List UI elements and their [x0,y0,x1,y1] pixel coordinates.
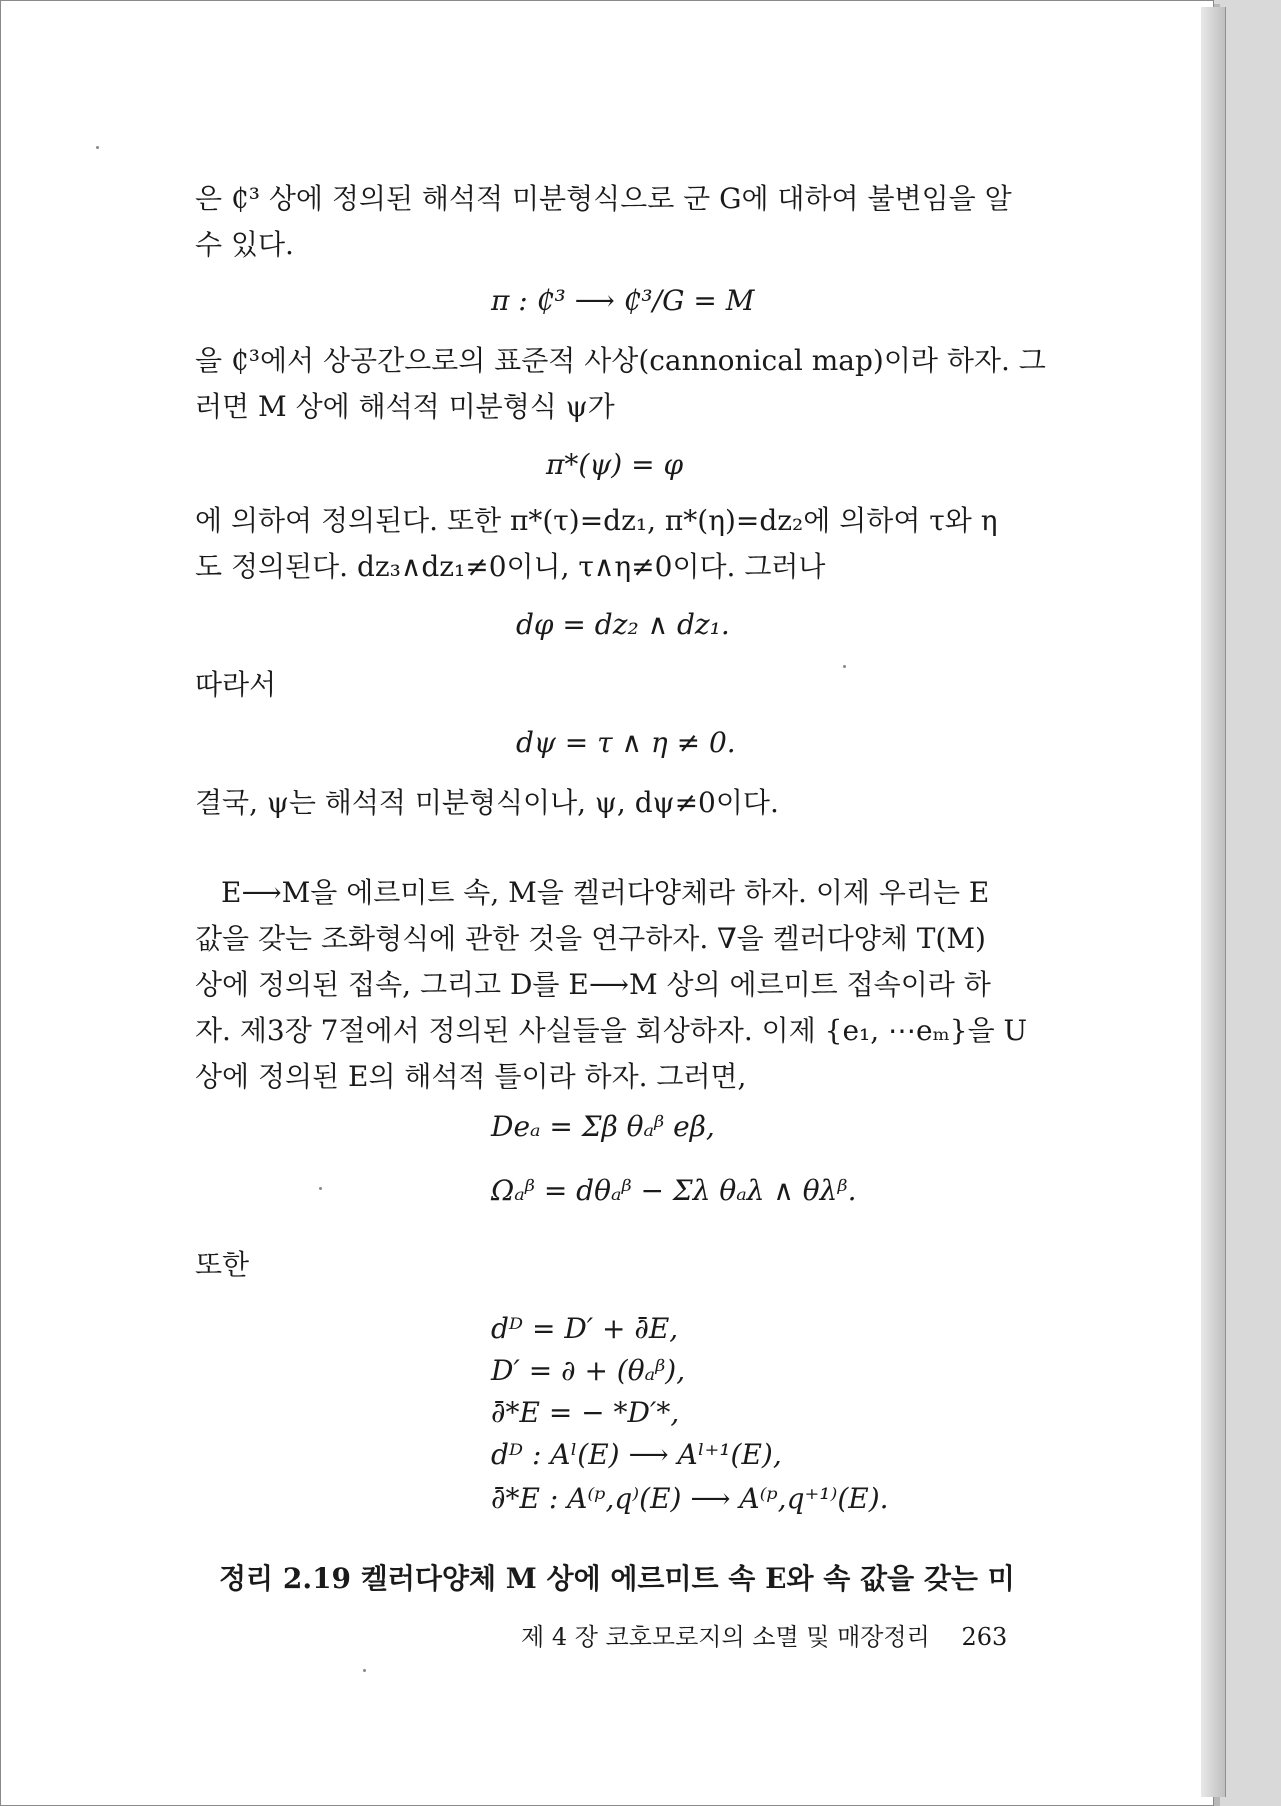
text-line: 값을 갖는 조화형식에 관한 것을 연구하자. ∇을 켈러다양체 T(M) [195,922,986,955]
text-line: 자. 제3장 7절에서 정의된 사실들을 회상하자. 이제 {e₁, ⋯eₘ}을 U [195,1014,1028,1047]
chapter-title: 제 4 장 코호모로지의 소멸 및 매장정리 [521,1623,930,1651]
page-edge [1201,7,1226,1797]
text-line: 수 있다. [195,228,294,261]
scan-speck [96,146,99,149]
text-line: 상에 정의된 E의 해석적 틀이라 하자. 그러면, [195,1060,747,1093]
text-line: 또한 [195,1248,250,1281]
equation: ∂̄*E : A⁽ᵖ,q⁾(E) ⟶ A⁽ᵖ,q⁺¹⁾(E). [491,1482,889,1515]
scan-speck [363,1669,366,1672]
equation: dψ = τ ∧ η ≠ 0. [516,726,736,759]
text-line: 을 ₵³에서 상공간으로의 표준적 사상(cannonical map)이라 하자. 그 [195,344,1046,377]
equation: π : ₵³ ⟶ ₵³/G = M [491,284,755,317]
equation: Ωₐᵝ = dθₐᵝ − Σλ θₐλ ∧ θλᵝ. [491,1174,857,1207]
equation: D′ = ∂ + (θₐᵝ), [491,1354,686,1387]
text-line: 은 ₵³ 상에 정의된 해석적 미분형식으로 군 G에 대하여 불변임을 알 [195,182,1012,215]
text-line: 에 의하여 정의된다. 또한 π*(τ)=dz₁, π*(η)=dz₂에 의하여 τ와 η [195,504,998,537]
scan-speck [843,665,846,668]
text-line: E⟶M을 에르미트 속, M을 켈러다양체라 하자. 이제 우리는 E [221,876,990,909]
text-line: 결국, ψ는 해석적 미분형식이나, ψ, dψ≠0이다. [195,786,779,819]
text-line: 러면 M 상에 해석적 미분형식 ψ가 [195,390,615,423]
theorem-line: 정리 2.19 켈러다양체 M 상에 에르미트 속 E와 속 값을 갖는 미 [219,1562,1015,1595]
equation: dφ = dz₂ ∧ dz₁. [516,608,730,641]
scan-speck [319,1187,322,1190]
text-line: 도 정의된다. dz₃∧dz₁≠0이니, τ∧η≠0이다. 그러나 [195,550,826,583]
text-line: 따라서 [195,668,277,701]
equation: Deₐ = Σβ θₐᵝ eβ, [491,1110,715,1143]
equation: dᴰ = D′ + ∂̄E, [491,1312,679,1345]
page-footer [521,1619,1007,1655]
page-number: 263 [961,1623,1008,1651]
text-line: 상에 정의된 접속, 그리고 D를 E⟶M 상의 에르미트 접속이라 하 [195,968,991,1001]
equation: ∂̄*E = − *D′*, [491,1396,680,1429]
equation: dᴰ : Aˡ(E) ⟶ Aˡ⁺¹(E), [491,1438,782,1471]
equation: π*(ψ) = φ [546,448,684,481]
